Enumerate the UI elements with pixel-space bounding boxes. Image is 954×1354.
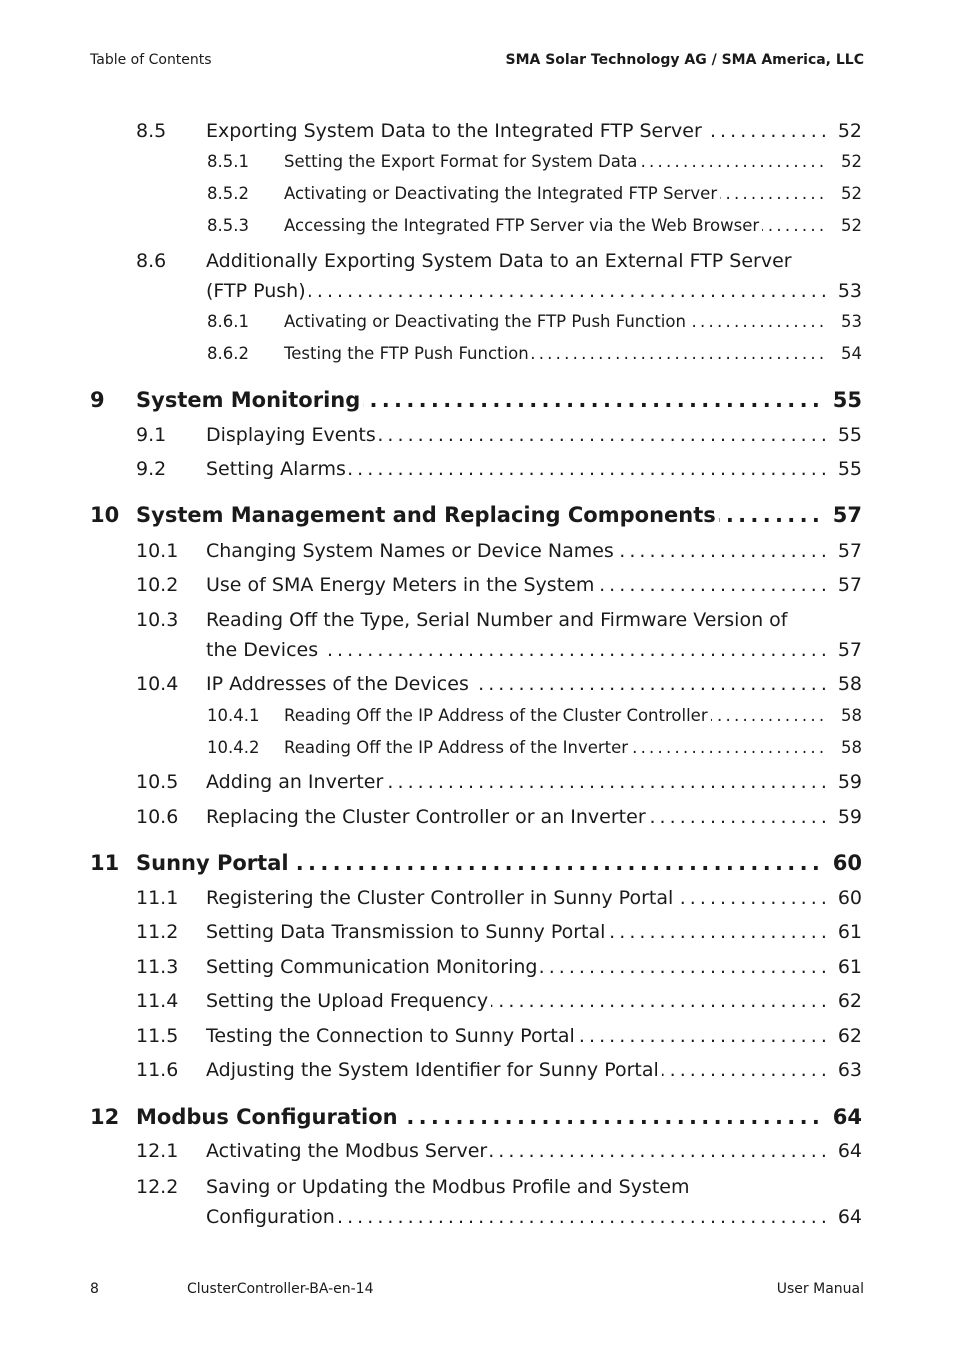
toc-entry-number: 11.1 bbox=[136, 887, 179, 909]
toc-entry-number: 11.6 bbox=[136, 1059, 179, 1081]
toc-entry-number: 9 bbox=[90, 388, 105, 412]
toc-entry-title-continued: the Devices bbox=[206, 639, 321, 661]
toc-page-number: 62 bbox=[834, 1025, 862, 1047]
toc-entry-title: Setting the Upload Frequency bbox=[206, 990, 491, 1012]
footer-page-number: 8 bbox=[90, 1281, 99, 1297]
toc-page-number: 55 bbox=[834, 424, 862, 446]
toc-page-number: 64 bbox=[829, 1105, 862, 1129]
toc-page-number: 61 bbox=[834, 956, 862, 978]
toc-entry-title: Reading Off the IP Address of the Cluster Controller bbox=[284, 706, 711, 725]
toc-entry-number: 11.4 bbox=[136, 990, 179, 1012]
toc-entry-title: IP Addresses of the Devices bbox=[206, 673, 472, 695]
toc-entry-title: System Management and Replacing Components bbox=[136, 503, 719, 527]
toc-entry-number: 11.3 bbox=[136, 956, 179, 978]
toc-entry-number: 8.6 bbox=[136, 250, 167, 272]
toc-entry-number: 8.5.3 bbox=[207, 216, 249, 235]
toc-page-number: 52 bbox=[837, 152, 862, 171]
toc-entry-number: 8.6.1 bbox=[207, 312, 249, 331]
toc-page-number: 54 bbox=[837, 344, 862, 363]
toc-page-number: 55 bbox=[834, 458, 862, 480]
toc-entry-title: Setting the Export Format for System Data bbox=[284, 152, 640, 171]
toc-entry-number: 10.3 bbox=[136, 609, 179, 631]
toc-entry-number: 11 bbox=[90, 851, 120, 875]
toc-page-number: 57 bbox=[834, 540, 862, 562]
toc-entry-title: Setting Data Transmission to Sunny Portal bbox=[206, 921, 608, 943]
header-company: SMA Solar Technology AG / SMA America, LLC bbox=[505, 52, 864, 68]
toc-entry-number: 10.4.1 bbox=[207, 706, 260, 725]
toc-entry-title: Setting Alarms bbox=[206, 458, 349, 480]
toc-entry-title: Changing System Names or Device Names bbox=[206, 540, 617, 562]
toc-entry-title: Registering the Cluster Controller in Sunny Portal bbox=[206, 887, 676, 909]
toc-entry-title: Accessing the Integrated FTP Server via the Web Browser bbox=[284, 216, 762, 235]
toc-page-number: 59 bbox=[834, 806, 862, 828]
toc-entry-number: 10.6 bbox=[136, 806, 179, 828]
toc-page-number: 58 bbox=[837, 706, 862, 725]
toc-entry-title: System Monitoring bbox=[136, 388, 363, 412]
toc-entry-number: 10.4 bbox=[136, 673, 179, 695]
toc-entry-number: 11.2 bbox=[136, 921, 179, 943]
toc-page-number: 53 bbox=[834, 280, 862, 302]
toc-entry-title: Displaying Events bbox=[206, 424, 379, 446]
toc-entry-title: Adding an Inverter bbox=[206, 771, 386, 793]
toc-entry-title: Additionally Exporting System Data to an External FTP Server bbox=[206, 250, 792, 272]
toc-entry-title: Reading Off the IP Address of the Inverter bbox=[284, 738, 631, 757]
toc-page-number: 52 bbox=[834, 120, 862, 142]
toc-entry-number: 10 bbox=[90, 503, 120, 527]
toc-entry-number: 8.5.1 bbox=[207, 152, 249, 171]
toc-entry-number: 12.1 bbox=[136, 1140, 179, 1162]
toc-page-number: 60 bbox=[834, 887, 862, 909]
toc-entry-title: Setting Communication Monitoring bbox=[206, 956, 540, 978]
toc-page-number: 59 bbox=[834, 771, 862, 793]
toc-entry-number: 10.1 bbox=[136, 540, 179, 562]
toc-entry-title-continued: Configuration bbox=[206, 1206, 338, 1228]
toc-page-number: 58 bbox=[837, 738, 862, 757]
toc-page-number: 57 bbox=[834, 639, 862, 661]
toc-entry-title-continued: (FTP Push) bbox=[206, 280, 309, 302]
toc-entry-title: Replacing the Cluster Controller or an Inverter bbox=[206, 806, 649, 828]
toc-page-number: 64 bbox=[834, 1206, 862, 1228]
toc-page-number: 52 bbox=[837, 216, 862, 235]
footer-document-id: ClusterController-BA-en-14 bbox=[187, 1281, 374, 1297]
toc-page-number: 58 bbox=[834, 673, 862, 695]
toc-entry-number: 8.5.2 bbox=[207, 184, 249, 203]
toc-entry-number: 12 bbox=[90, 1105, 120, 1129]
toc-page-number: 52 bbox=[837, 184, 862, 203]
header-section-title: Table of Contents bbox=[90, 52, 212, 68]
toc-entry-title: Use of SMA Energy Meters in the System bbox=[206, 574, 597, 596]
toc-entry-title: Sunny Portal bbox=[136, 851, 292, 875]
toc-page-number: 53 bbox=[837, 312, 862, 331]
footer-document-type: User Manual bbox=[776, 1281, 864, 1297]
toc-entry-title: Modbus Configuration bbox=[136, 1105, 401, 1129]
toc-entry-number: 11.5 bbox=[136, 1025, 179, 1047]
toc-entry-number: 8.5 bbox=[136, 120, 167, 142]
toc-page-number: 57 bbox=[834, 574, 862, 596]
toc-page-number: 63 bbox=[834, 1059, 862, 1081]
toc-entry-title: Activating or Deactivating the Integrated FTP Server bbox=[284, 184, 720, 203]
toc-entry-number: 10.4.2 bbox=[207, 738, 260, 757]
page-footer bbox=[90, 1281, 864, 1297]
toc-entry-number: 9.1 bbox=[136, 424, 167, 446]
toc-entry-number: 10.5 bbox=[136, 771, 179, 793]
toc-entry-title: Activating the Modbus Server bbox=[206, 1140, 490, 1162]
page-header bbox=[90, 52, 864, 68]
toc-entry-title: Activating or Deactivating the FTP Push Function bbox=[284, 312, 689, 331]
toc-page-number: 62 bbox=[834, 990, 862, 1012]
toc-page-number: 57 bbox=[829, 503, 862, 527]
toc-entry-title: Testing the Connection to Sunny Portal bbox=[206, 1025, 578, 1047]
toc-entry-title: Testing the FTP Push Function bbox=[284, 344, 532, 363]
toc-entry-title: Adjusting the System Identifier for Sunny Portal bbox=[206, 1059, 662, 1081]
toc-page-number: 55 bbox=[829, 388, 862, 412]
toc-entry-number: 9.2 bbox=[136, 458, 167, 480]
toc-page-number: 60 bbox=[829, 851, 862, 875]
toc-entry-title: Saving or Updating the Modbus Profile and System bbox=[206, 1176, 690, 1198]
toc-entry-number: 8.6.2 bbox=[207, 344, 249, 363]
toc-entry-number: 10.2 bbox=[136, 574, 179, 596]
toc-page-number: 64 bbox=[834, 1140, 862, 1162]
toc-entry-title: Reading Off the Type, Serial Number and Firmware Version of bbox=[206, 609, 788, 631]
toc-entry-number: 12.2 bbox=[136, 1176, 179, 1198]
toc-entry-title: Exporting System Data to the Integrated FTP Server bbox=[206, 120, 705, 142]
toc-page-number: 61 bbox=[834, 921, 862, 943]
